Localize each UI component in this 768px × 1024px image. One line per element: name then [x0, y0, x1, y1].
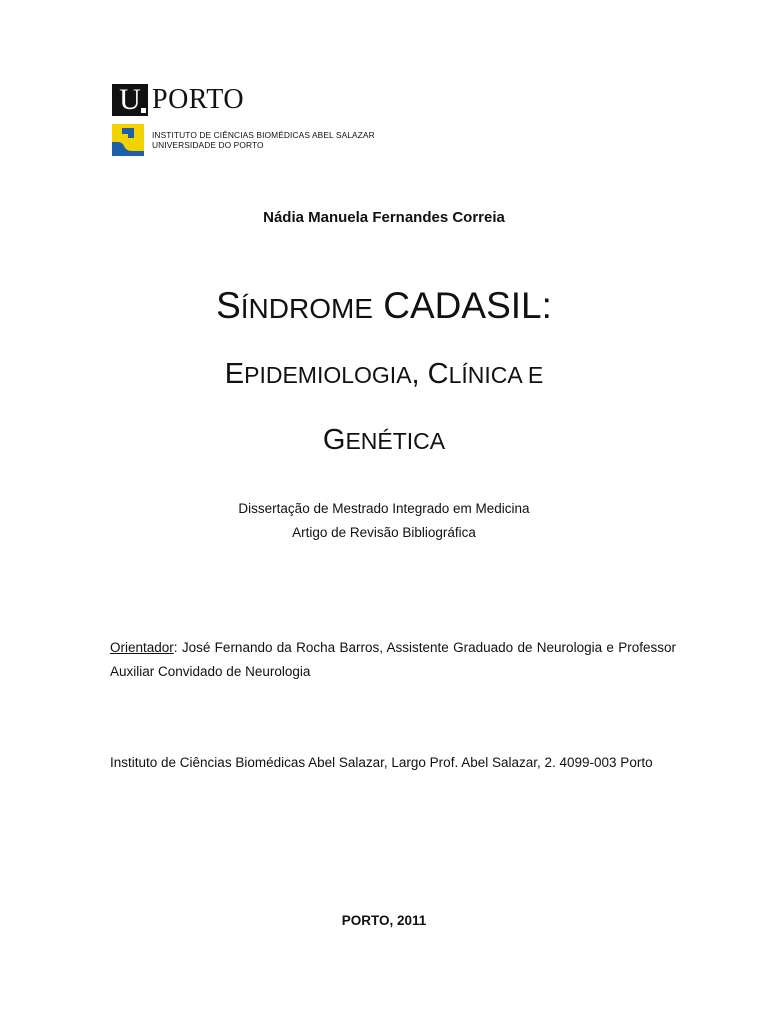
university-logo	[112, 84, 378, 158]
title-3-small: ENÉTICA	[345, 428, 446, 454]
title-2a-small: PIDEMIOLOGIA	[244, 362, 412, 388]
u-letter-box	[112, 84, 148, 116]
orientador-text: : José Fernando da Rocha Barros, Assistente Graduado de Neurologia e Professor Auxiliar Convidado de Neurologia	[110, 640, 676, 679]
instituto-paragraph: Instituto de Ciências Biomédicas Abel Salazar, Largo Prof. Abel Salazar, 2. 4099-003 Porto	[110, 755, 653, 770]
institute-line-2: UNIVERSIDADE DO PORTO	[152, 140, 264, 150]
u-letter: U	[119, 83, 141, 116]
title-line-3	[0, 420, 768, 461]
title-2b-small: LÍNICA E	[448, 362, 544, 388]
orientador-label: Orientador	[110, 640, 174, 655]
title-1-small: ÍNDROME	[240, 293, 373, 324]
title-1-cap: S	[216, 285, 241, 326]
title-1-rest: CADASIL:	[373, 285, 552, 326]
u-porto-wordmark	[112, 84, 244, 116]
subtitle-degree: Dissertação de Mestrado Integrado em Medicina	[238, 501, 530, 516]
orientador-paragraph	[110, 636, 676, 684]
title-2a-cap: E	[224, 358, 245, 390]
icbas-emblem-icon	[112, 124, 144, 156]
institute-line-1: INSTITUTO DE CIÊNCIAS BIOMÉDICAS ABEL SALAZAR	[152, 130, 375, 140]
title-2-comma: ,	[411, 358, 420, 390]
title-line-1	[0, 284, 768, 331]
u-dot	[141, 108, 146, 113]
author-name: Nádia Manuela Fernandes Correia	[263, 209, 505, 226]
title-3-cap: G	[322, 424, 346, 456]
institute-name	[152, 130, 375, 150]
porto-word: PORTO	[152, 84, 245, 115]
title-2b-cap: C	[419, 358, 449, 390]
title-line-2	[0, 354, 768, 395]
subtitle-type: Artigo de Revisão Bibliográfica	[292, 525, 476, 540]
place-date: PORTO, 2011	[341, 913, 427, 928]
institute-mark	[112, 124, 375, 156]
